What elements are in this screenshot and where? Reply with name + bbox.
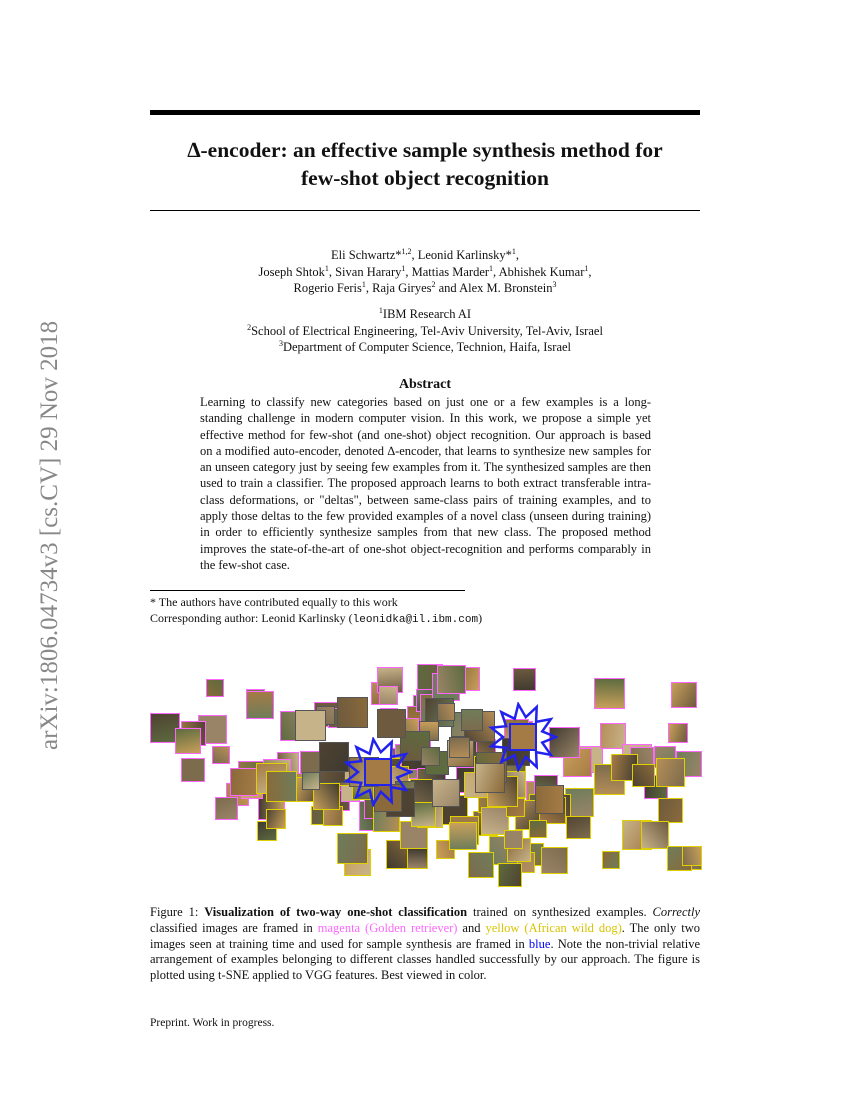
sample-image-thumbnail: [668, 723, 688, 743]
affiliation-list: [150, 306, 700, 356]
sample-image-thumbnail: [671, 682, 697, 708]
sample-image-thumbnail: [529, 820, 547, 838]
sample-image-thumbnail: [432, 779, 460, 807]
affiliation-mark: 3: [278, 338, 283, 348]
author-line-1: [150, 247, 700, 264]
sample-image-thumbnail: [682, 846, 702, 866]
sample-image-thumbnail: [246, 691, 274, 719]
author-separator: ,: [493, 264, 499, 279]
sample-image-thumbnail: [602, 851, 620, 869]
sample-image-thumbnail: [437, 703, 455, 721]
footnote-equal-contribution: * The authors have contributed equally to this work: [150, 595, 398, 609]
author-name: Eli Schwartz*: [331, 248, 402, 262]
paper-title: [150, 136, 700, 192]
affiliation-text: Department of Computer Science, Technion, Haifa, Israel: [282, 340, 572, 354]
author-separator: ,: [365, 281, 373, 295]
sample-image-thumbnail: [302, 772, 320, 790]
author-separator: and: [435, 281, 460, 295]
author-separator: ,: [328, 264, 336, 279]
author-list: [150, 247, 700, 297]
sample-image-thumbnail: [566, 814, 591, 839]
affiliation-line: [150, 306, 700, 323]
corresponding-prefix: Corresponding author: Leonid Karlinsky (: [150, 610, 353, 625]
training-example-star-marker: [343, 737, 413, 807]
sample-image-thumbnail: [658, 798, 683, 823]
author-name: Mattias Marder: [411, 264, 490, 279]
caption-blue-word: blue: [528, 936, 551, 951]
caption-yellow-class: yellow (African wild dog): [485, 920, 622, 935]
corresponding-email-link[interactable]: leonidka@il.ibm.com: [352, 613, 479, 626]
affiliation-line: [150, 339, 700, 356]
author-name: Rogerio Feris: [293, 281, 362, 295]
arxiv-side-stamp: arXiv:1806.04734v3 [cs.CV] 29 Nov 2018: [36, 320, 63, 750]
author-affiliation-mark: 2: [431, 279, 436, 289]
sample-image-thumbnail: [449, 737, 470, 758]
author-affiliation-mark: 1: [324, 263, 329, 273]
sample-image-thumbnail: [295, 710, 326, 741]
title-line-1: ∆-encoder: an effective sample synthesis method for: [187, 138, 663, 162]
author-affiliation-mark: 1,2: [401, 246, 412, 256]
author-affiliation-mark: 1: [489, 263, 494, 273]
title-line-2: few-shot object recognition: [301, 166, 549, 190]
caption-text-3: and: [457, 920, 486, 935]
sample-image-thumbnail: [641, 821, 669, 849]
author-name: Sivan Harary: [335, 264, 402, 279]
sample-image-thumbnail: [337, 697, 368, 728]
tsne-image-figure: [150, 652, 702, 892]
abstract-heading: Abstract: [398, 377, 452, 392]
author-affiliation-mark: 3: [552, 279, 557, 289]
figure-caption: [150, 905, 700, 984]
sample-image-thumbnail: [504, 830, 523, 849]
sample-image-thumbnail: [175, 728, 201, 754]
author-affiliation-mark: 1: [511, 246, 516, 256]
sample-image-thumbnail: [437, 665, 466, 694]
caption-text-4: . The only two images seen at training time and used for sample synthesis are framed in: [150, 920, 700, 951]
author-separator: ,: [515, 248, 519, 262]
sample-image-thumbnail: [230, 768, 258, 796]
author-separator: ,: [588, 264, 592, 279]
sample-image-thumbnail: [206, 679, 224, 697]
sample-image-thumbnail: [215, 797, 238, 820]
author-name: Joseph Shtok: [258, 264, 325, 279]
author-affiliation-mark: 1: [584, 263, 589, 273]
sample-image-thumbnail: [594, 678, 625, 709]
author-line-3: [150, 280, 700, 297]
affiliation-text: IBM Research AI: [382, 307, 472, 321]
author-line-2: [150, 264, 700, 281]
author-separator: ,: [411, 248, 418, 262]
sample-image-thumbnail: [461, 709, 483, 731]
sample-image-thumbnail: [407, 848, 428, 869]
abstract-body: Learning to classify new categories based on just one or a few examples is a long-standing challenge in modern computer vision. In this work, we propose a simple yet effective method for few-shot (and one-shot) object recognition. Our approach is based on a modified auto-encoder, denoted ∆-encoder, that learns to synthesize new samples for an unseen category just by seeing few examples from it. The synthesized samples are then used to train a classifier. The proposed approach learns to both extract transferable intra-class deformations, or "deltas", between same-class pairs of training examples, and to apply those deltas to the few provided examples of a novel class (unseen during training) in order to efficiently synthesize samples from that new class. The proposed method improves the state-of-the-art of one-shot object-recognition and performs comparably in the few-shot case.: [200, 395, 651, 572]
caption-bold-title: Visualization of two-way one-shot classification: [204, 905, 468, 919]
caption-label: Figure 1:: [150, 905, 205, 919]
author-name: Raja Giryes: [372, 281, 432, 295]
caption-text-1: trained on synthesized examples.: [467, 905, 653, 919]
caption-italic: Correctly: [652, 905, 700, 919]
sample-image-thumbnail: [266, 771, 297, 802]
sample-image-thumbnail: [337, 833, 368, 864]
author-separator: ,: [405, 264, 412, 279]
sample-image-thumbnail: [535, 785, 564, 814]
caption-magenta-class: magenta (Golden retriever): [317, 920, 458, 935]
corresponding-suffix: ): [478, 610, 483, 625]
affiliation-text: School of Electrical Engineering, Tel-Aviv University, Tel-Aviv, Israel: [251, 323, 603, 338]
sample-image-thumbnail: [498, 863, 522, 887]
author-affiliation-mark: 1: [361, 279, 366, 289]
affiliation-mark: 1: [378, 305, 383, 315]
author-name: Leonid Karlinsky*: [417, 248, 512, 262]
sample-image-thumbnail: [449, 822, 477, 850]
title-top-rule: [150, 110, 700, 115]
sample-image-thumbnail: [379, 686, 398, 705]
sample-image-thumbnail: [513, 668, 536, 691]
author-affiliation-mark: 1: [401, 263, 406, 273]
title-bottom-rule: [150, 210, 700, 211]
sample-image-thumbnail: [266, 809, 286, 829]
sample-image-thumbnail: [656, 758, 685, 787]
affiliation-line: [150, 323, 700, 340]
preprint-note: Preprint. Work in progress.: [150, 1017, 275, 1029]
sample-image-thumbnail: [541, 847, 568, 874]
training-example-star-marker: [488, 702, 558, 772]
author-name: Abhishek Kumar: [498, 264, 585, 279]
caption-text-5: . Note the non-trivial relative arrangement of examples belonging to different classes handled successfully by our approach. The figure is plotted using t-SNE applied to VGG features. Best viewed in color.: [150, 936, 701, 983]
footnote-corresponding-author: [150, 611, 700, 629]
sample-image-thumbnail: [632, 764, 655, 787]
footnotes: [150, 595, 700, 628]
author-name: Alex M. Bronstein: [459, 281, 553, 295]
caption-text-2: classified images are framed in: [150, 920, 318, 935]
affiliation-mark: 2: [247, 322, 252, 332]
sample-image-thumbnail: [377, 709, 406, 738]
sample-image-thumbnail: [212, 746, 230, 764]
sample-image-thumbnail: [468, 852, 494, 878]
sample-image-thumbnail: [181, 758, 205, 782]
footnote-rule: [150, 590, 465, 591]
sample-image-thumbnail: [421, 747, 440, 766]
